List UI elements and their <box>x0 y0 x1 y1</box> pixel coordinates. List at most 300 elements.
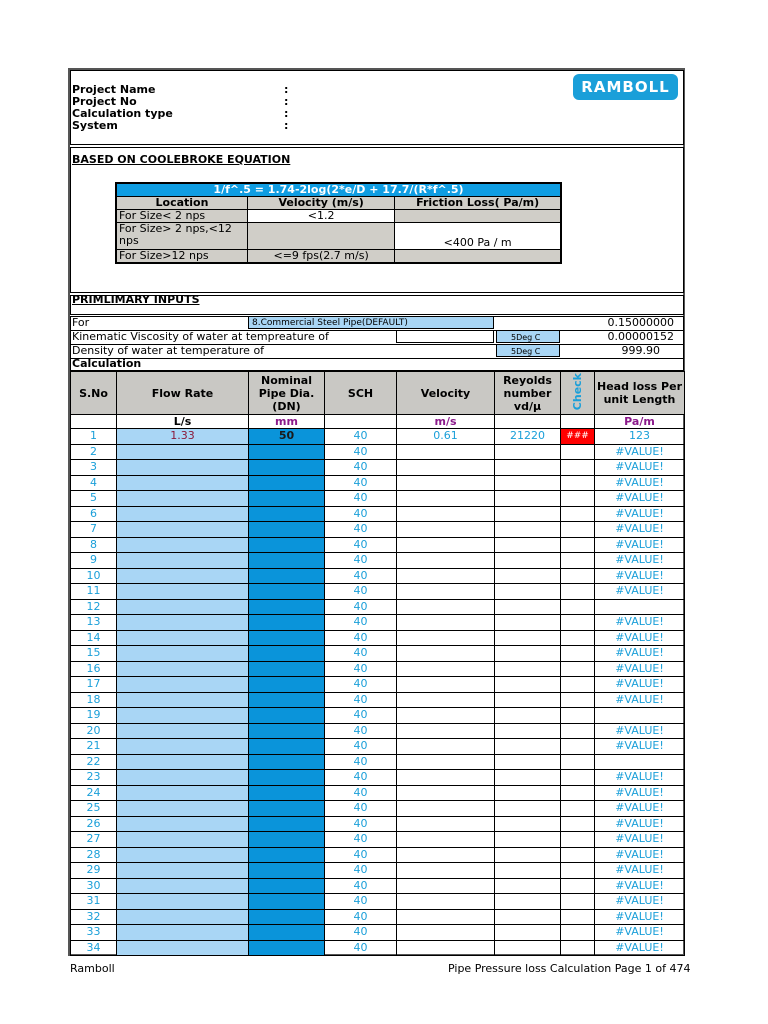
table-row <box>71 615 685 631</box>
reynolds-value <box>495 630 561 646</box>
head-loss-value: #VALUE! <box>595 444 685 460</box>
pipe-dia-input[interactable] <box>249 832 325 848</box>
sch-value: 40 <box>325 475 397 491</box>
pipe-dia-input[interactable] <box>249 863 325 879</box>
table-row <box>71 537 685 553</box>
density-row <box>70 344 684 359</box>
viscosity-temp-input[interactable] <box>396 330 494 343</box>
row-number: 34 <box>71 940 117 956</box>
header-reynolds: Reyolds number vd/µ <box>495 372 561 415</box>
pipe-dia-input[interactable] <box>249 553 325 569</box>
sch-value: 40 <box>325 847 397 863</box>
reynolds-value <box>495 754 561 770</box>
row-number: 11 <box>71 584 117 600</box>
pipe-dia-input[interactable] <box>249 615 325 631</box>
head-loss-value: #VALUE! <box>595 847 685 863</box>
velocity-value <box>397 894 495 910</box>
velocity-value <box>397 584 495 600</box>
pipe-dia-input[interactable] <box>249 444 325 460</box>
check-value <box>561 801 595 817</box>
table-row <box>71 646 685 662</box>
reynolds-value <box>495 832 561 848</box>
check-value <box>561 646 595 662</box>
head-loss-value: #VALUE! <box>595 522 685 538</box>
head-loss-value: #VALUE! <box>595 863 685 879</box>
head-loss-value: 123 <box>595 429 685 445</box>
footer-right: Pipe Pressure loss Calculation Page 1 of 474 <box>448 962 691 975</box>
row-number: 16 <box>71 661 117 677</box>
head-loss-value <box>595 599 685 615</box>
roughness-value: 0.15000000 <box>607 316 674 329</box>
reynolds-value <box>495 785 561 801</box>
pipe-dia-input[interactable] <box>249 630 325 646</box>
velocity-value <box>397 925 495 941</box>
pipe-dia-input[interactable] <box>249 584 325 600</box>
flow-rate-input[interactable] <box>117 894 249 910</box>
check-value <box>561 754 595 770</box>
pipe-dia-input[interactable] <box>249 568 325 584</box>
velocity-value <box>397 553 495 569</box>
velocity-value <box>397 847 495 863</box>
reynolds-value <box>495 506 561 522</box>
sch-value: 40 <box>325 599 397 615</box>
header-sch: SCH <box>325 372 397 415</box>
sch-value: 40 <box>325 677 397 693</box>
row-number: 2 <box>71 444 117 460</box>
pipe-dia-input[interactable] <box>249 491 325 507</box>
viscosity-value: 0.00000152 <box>607 330 674 343</box>
check-value <box>561 816 595 832</box>
head-loss-value: #VALUE! <box>595 723 685 739</box>
pipe-dia-input[interactable] <box>249 801 325 817</box>
sch-value: 40 <box>325 940 397 956</box>
head-loss-value: #VALUE! <box>595 801 685 817</box>
head-loss-value: #VALUE! <box>595 940 685 956</box>
flow-rate-input[interactable] <box>117 723 249 739</box>
pipe-dia-input[interactable] <box>249 739 325 755</box>
table-row <box>71 460 685 476</box>
check-value <box>561 723 595 739</box>
check-value <box>561 599 595 615</box>
pipe-dia-input[interactable] <box>249 646 325 662</box>
velocity-value <box>397 491 495 507</box>
check-value <box>561 630 595 646</box>
row-number: 21 <box>71 739 117 755</box>
pipe-dia-input[interactable] <box>249 847 325 863</box>
check-value <box>561 677 595 693</box>
flow-rate-input[interactable] <box>117 522 249 538</box>
check-value <box>561 940 595 956</box>
row-number: 28 <box>71 847 117 863</box>
pipe-dia-input[interactable] <box>249 925 325 941</box>
flow-rate-input[interactable] <box>117 878 249 894</box>
reynolds-value <box>495 646 561 662</box>
check-value <box>561 894 595 910</box>
ramboll-logo: RAMBOLL <box>573 74 678 100</box>
flow-rate-input[interactable] <box>117 537 249 553</box>
flow-rate-input[interactable] <box>117 692 249 708</box>
pipe-dia-input[interactable] <box>249 708 325 724</box>
velocity-value <box>397 801 495 817</box>
pipe-dia-input[interactable] <box>249 522 325 538</box>
pipe-material-select[interactable]: 8.Commercial Steel Pipe(DEFAULT) <box>248 316 494 329</box>
velocity-value <box>397 708 495 724</box>
criteria-friction: <400 Pa / m <box>395 223 561 250</box>
row-number: 8 <box>71 537 117 553</box>
density-label: Density of water at temperature of <box>72 344 265 357</box>
col-velocity: Velocity (m/s) <box>247 197 394 210</box>
row-number: 7 <box>71 522 117 538</box>
reynolds-value <box>495 677 561 693</box>
sch-value: 40 <box>325 615 397 631</box>
table-row <box>71 754 685 770</box>
pipe-dia-input[interactable] <box>249 770 325 786</box>
row-number: 5 <box>71 491 117 507</box>
units-row <box>71 415 685 429</box>
unit-headloss: Pa/m <box>595 415 685 429</box>
velocity-value <box>397 522 495 538</box>
flow-rate-input[interactable] <box>117 770 249 786</box>
table-row <box>71 661 685 677</box>
row-number: 10 <box>71 568 117 584</box>
reynolds-value <box>495 770 561 786</box>
flow-rate-input[interactable] <box>117 816 249 832</box>
check-value <box>561 739 595 755</box>
criteria-velocity: <1.2 <box>247 210 394 223</box>
header-sno: S.No <box>71 372 117 415</box>
reynolds-value: 21220 <box>495 429 561 445</box>
sch-value: 40 <box>325 894 397 910</box>
head-loss-value: #VALUE! <box>595 785 685 801</box>
row-number: 15 <box>71 646 117 662</box>
row-number: 24 <box>71 785 117 801</box>
row-number: 20 <box>71 723 117 739</box>
table-row <box>71 584 685 600</box>
flow-rate-input[interactable] <box>117 847 249 863</box>
head-loss-value: #VALUE! <box>595 677 685 693</box>
head-loss-value: #VALUE! <box>595 475 685 491</box>
table-row <box>71 444 685 460</box>
pipe-dia-input[interactable] <box>249 785 325 801</box>
sch-value: 40 <box>325 661 397 677</box>
reynolds-value <box>495 692 561 708</box>
pipe-dia-input[interactable] <box>249 723 325 739</box>
sch-value: 40 <box>325 537 397 553</box>
velocity-value <box>397 630 495 646</box>
row-number: 12 <box>71 599 117 615</box>
sch-value: 40 <box>325 692 397 708</box>
table-row <box>71 429 685 445</box>
pipe-dia-input[interactable] <box>249 816 325 832</box>
section-title: BASED ON COOLEBROKE EQUATION <box>72 153 291 166</box>
pipe-dia-input[interactable] <box>249 692 325 708</box>
head-loss-value: #VALUE! <box>595 553 685 569</box>
flow-rate-input[interactable] <box>117 615 249 631</box>
pipe-dia-input[interactable] <box>249 537 325 553</box>
flow-rate-input[interactable] <box>117 646 249 662</box>
criteria-location: For Size> 2 nps,<12 nps <box>116 223 247 250</box>
row-number: 13 <box>71 615 117 631</box>
row-number: 33 <box>71 925 117 941</box>
flow-rate-input[interactable] <box>117 940 249 956</box>
reynolds-value <box>495 491 561 507</box>
flow-rate-input[interactable] <box>117 630 249 646</box>
project-name-label: Project Name <box>72 83 156 96</box>
head-loss-value: #VALUE! <box>595 568 685 584</box>
velocity-value: 0.61 <box>397 429 495 445</box>
pipe-dia-input[interactable] <box>249 940 325 956</box>
row-number: 1 <box>71 429 117 445</box>
pipe-dia-input[interactable] <box>249 909 325 925</box>
viscosity-temp: 5Deg C <box>496 330 560 343</box>
flow-rate-input[interactable] <box>117 909 249 925</box>
check-value <box>561 785 595 801</box>
head-loss-value: #VALUE! <box>595 661 685 677</box>
velocity-value <box>397 832 495 848</box>
table-row <box>71 630 685 646</box>
unit-velocity: m/s <box>397 415 495 429</box>
check-value <box>561 444 595 460</box>
table-row <box>71 739 685 755</box>
head-loss-value: #VALUE! <box>595 460 685 476</box>
header-nominal-dia: Nominal Pipe Dia. (DN) <box>249 372 325 415</box>
velocity-value <box>397 537 495 553</box>
criteria-velocity <box>247 223 394 250</box>
flow-rate-input[interactable] <box>117 708 249 724</box>
check-value <box>561 692 595 708</box>
flow-rate-input[interactable]: 1.33 <box>117 429 249 445</box>
flow-rate-input[interactable] <box>117 444 249 460</box>
check-value <box>561 584 595 600</box>
flow-rate-input[interactable] <box>117 832 249 848</box>
flow-rate-input[interactable] <box>117 491 249 507</box>
table-row <box>71 832 685 848</box>
sch-value: 40 <box>325 584 397 600</box>
table-row <box>71 491 685 507</box>
row-number: 14 <box>71 630 117 646</box>
velocity-value <box>397 615 495 631</box>
table-row <box>71 692 685 708</box>
velocity-value <box>397 506 495 522</box>
header-flow-rate: Flow Rate <box>117 372 249 415</box>
reynolds-value <box>495 909 561 925</box>
velocity-value <box>397 661 495 677</box>
head-loss-value: #VALUE! <box>595 537 685 553</box>
head-loss-value: #VALUE! <box>595 584 685 600</box>
velocity-value <box>397 568 495 584</box>
header-head-loss: Head loss Per unit Length <box>595 372 685 415</box>
check-value <box>561 770 595 786</box>
row-number: 23 <box>71 770 117 786</box>
reynolds-value <box>495 816 561 832</box>
reynolds-value <box>495 661 561 677</box>
flow-rate-input[interactable] <box>117 553 249 569</box>
reynolds-value <box>495 847 561 863</box>
pipe-dia-input[interactable] <box>249 661 325 677</box>
head-loss-value <box>595 754 685 770</box>
colon: : <box>284 119 289 132</box>
row-number: 3 <box>71 460 117 476</box>
pipe-dia-input[interactable] <box>249 754 325 770</box>
pipe-dia-input[interactable] <box>249 475 325 491</box>
sch-value: 40 <box>325 754 397 770</box>
check-value <box>561 878 595 894</box>
header-velocity: Velocity <box>397 372 495 415</box>
check-value <box>561 475 595 491</box>
row-number: 17 <box>71 677 117 693</box>
check-value <box>561 460 595 476</box>
sch-value: 40 <box>325 630 397 646</box>
reynolds-value <box>495 537 561 553</box>
sch-value: 40 <box>325 816 397 832</box>
sch-value: 40 <box>325 460 397 476</box>
sch-value: 40 <box>325 863 397 879</box>
reynolds-value <box>495 940 561 956</box>
check-value <box>561 847 595 863</box>
velocity-value <box>397 599 495 615</box>
sch-value: 40 <box>325 832 397 848</box>
table-row <box>71 847 685 863</box>
velocity-value <box>397 863 495 879</box>
row-number: 29 <box>71 863 117 879</box>
row-number: 9 <box>71 553 117 569</box>
flow-rate-input[interactable] <box>117 801 249 817</box>
check-value <box>561 661 595 677</box>
velocity-value <box>397 460 495 476</box>
reynolds-value <box>495 568 561 584</box>
sch-value: 40 <box>325 444 397 460</box>
criteria-friction <box>395 250 561 264</box>
head-loss-value: #VALUE! <box>595 615 685 631</box>
row-number: 4 <box>71 475 117 491</box>
head-loss-value: #VALUE! <box>595 909 685 925</box>
calculation-type-label: Calculation type <box>72 107 173 120</box>
check-value <box>561 506 595 522</box>
pipe-dia-input[interactable] <box>249 460 325 476</box>
for-label: For <box>72 316 90 329</box>
table-row <box>71 925 685 941</box>
reynolds-value <box>495 863 561 879</box>
table-row <box>71 863 685 879</box>
head-loss-value: #VALUE! <box>595 491 685 507</box>
flow-rate-input[interactable] <box>117 568 249 584</box>
table-row <box>71 878 685 894</box>
pipe-dia-input[interactable]: 50 <box>249 429 325 445</box>
reynolds-value <box>495 522 561 538</box>
criteria-friction <box>395 210 561 223</box>
flow-rate-input[interactable] <box>117 460 249 476</box>
pipe-dia-input[interactable] <box>249 506 325 522</box>
row-number: 18 <box>71 692 117 708</box>
velocity-value <box>397 909 495 925</box>
sch-value: 40 <box>325 568 397 584</box>
viscosity-label: Kinematic Viscosity of water at tempreature of <box>72 330 329 343</box>
sch-value: 40 <box>325 909 397 925</box>
check-value: ### <box>561 429 595 445</box>
table-row <box>71 940 685 956</box>
reynolds-value <box>495 739 561 755</box>
head-loss-value: #VALUE! <box>595 878 685 894</box>
unit-flow: L/s <box>117 415 249 429</box>
sch-value: 40 <box>325 429 397 445</box>
flow-rate-input[interactable] <box>117 584 249 600</box>
flow-rate-input[interactable] <box>117 754 249 770</box>
velocity-value <box>397 677 495 693</box>
flow-rate-input[interactable] <box>117 925 249 941</box>
head-loss-value: #VALUE! <box>595 832 685 848</box>
table-row <box>71 770 685 786</box>
pipe-dia-input[interactable] <box>249 878 325 894</box>
flow-rate-input[interactable] <box>117 863 249 879</box>
flow-rate-input[interactable] <box>117 677 249 693</box>
velocity-value <box>397 878 495 894</box>
table-row <box>71 894 685 910</box>
criteria-location: For Size< 2 nps <box>116 210 247 223</box>
reynolds-value <box>495 894 561 910</box>
head-loss-value: #VALUE! <box>595 630 685 646</box>
check-value <box>561 832 595 848</box>
check-value <box>561 615 595 631</box>
col-location: Location <box>116 197 247 210</box>
head-loss-value: #VALUE! <box>595 894 685 910</box>
flow-rate-input[interactable] <box>117 739 249 755</box>
table-row <box>71 568 685 584</box>
check-value <box>561 491 595 507</box>
row-number: 31 <box>71 894 117 910</box>
calculation-label: Calculation <box>72 357 142 370</box>
reynolds-value <box>495 599 561 615</box>
pipe-material-row <box>70 316 684 331</box>
row-number: 30 <box>71 878 117 894</box>
pipe-dia-input[interactable] <box>249 677 325 693</box>
sch-value: 40 <box>325 522 397 538</box>
table-row <box>71 522 685 538</box>
head-loss-value: #VALUE! <box>595 925 685 941</box>
flow-rate-input[interactable] <box>117 785 249 801</box>
velocity-value <box>397 444 495 460</box>
table-row <box>71 801 685 817</box>
flow-rate-input[interactable] <box>117 599 249 615</box>
colon: : <box>284 95 289 108</box>
table-row <box>71 506 685 522</box>
footer-left: Ramboll <box>70 962 115 975</box>
check-value <box>561 537 595 553</box>
pipe-dia-input[interactable] <box>249 599 325 615</box>
row-number: 32 <box>71 909 117 925</box>
check-value <box>561 909 595 925</box>
velocity-value <box>397 940 495 956</box>
flow-rate-input[interactable] <box>117 661 249 677</box>
criteria-location: For Size>12 nps <box>116 250 247 264</box>
head-loss-value: #VALUE! <box>595 739 685 755</box>
flow-rate-input[interactable] <box>117 506 249 522</box>
table-row <box>71 599 685 615</box>
velocity-value <box>397 692 495 708</box>
colon: : <box>284 107 289 120</box>
unit-dn: mm <box>249 415 325 429</box>
pipe-dia-input[interactable] <box>249 894 325 910</box>
table-row <box>71 677 685 693</box>
table-row <box>71 708 685 724</box>
reynolds-value <box>495 708 561 724</box>
flow-rate-input[interactable] <box>117 475 249 491</box>
inputs-title: PRIMLIMARY INPUTS <box>72 293 200 306</box>
head-loss-value: #VALUE! <box>595 506 685 522</box>
velocity-value <box>397 475 495 491</box>
row-number: 25 <box>71 801 117 817</box>
head-loss-value: #VALUE! <box>595 816 685 832</box>
head-loss-value: #VALUE! <box>595 646 685 662</box>
